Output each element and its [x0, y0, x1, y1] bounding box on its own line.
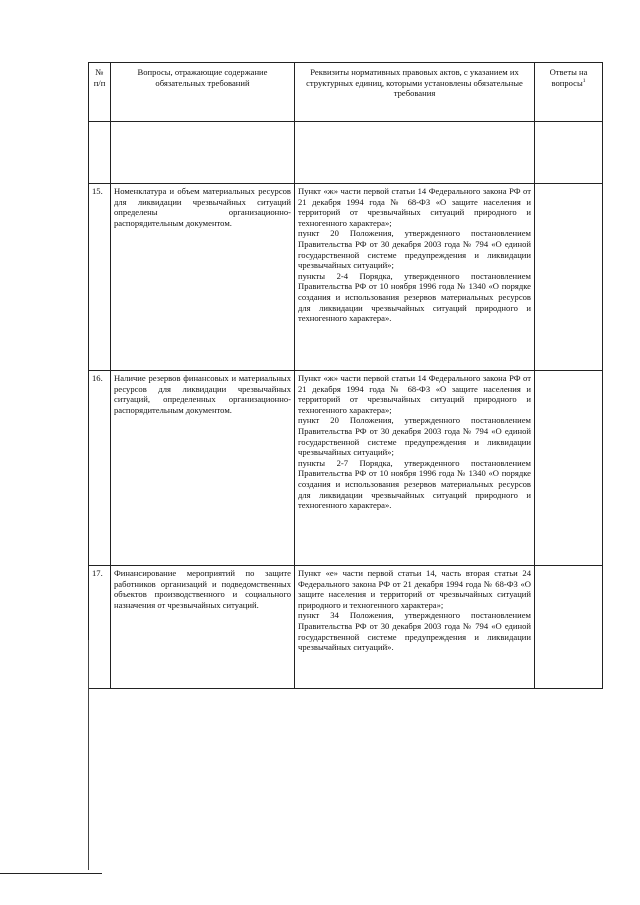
table-spacer-row [89, 122, 603, 184]
row-refs [295, 371, 535, 566]
header-refs: Реквизиты нормативных правовых актов, с указанием их структурных единиц, которыми установлены обязательные требования [295, 63, 535, 122]
header-answers [535, 63, 603, 122]
row-question: Номенклатура и объем материальных ресурсов для ликвидации чрезвычайных ситуаций определены организационно-распорядительным документом. [111, 184, 295, 371]
table-row [89, 371, 603, 566]
margin-line [88, 640, 89, 870]
table-row [89, 566, 603, 689]
ref-item: Пункт «е» части первой статьи 14, часть вторая статьи 24 Федерального закона РФ от 21 декабря 1994 года № 68-ФЗ «О защите населения и территорий от чрезвычайных ситуаций природного и техногенного характера»; [298, 568, 531, 610]
footnote-marker: 1 [582, 77, 586, 84]
ref-item: пункты 2-7 Порядка, утвержденного постановлением Правительства РФ от 10 ноября 1996 года № 1340 «О порядке создания и использования резервов материальных ресурсов для ликвидации чрезвычайных ситуаций природного и техногенного характера». [298, 457, 531, 511]
header-question: Вопросы, отражающие содержание обязательных требований [111, 63, 295, 122]
ref-item: пункт 20 Положения, утвержденного постановлением Правительства РФ от 30 декабря 2003 года № 794 «О единой государственной системе предупреждения и ликвидации чрезвычайных ситуаций»; [298, 228, 531, 271]
ref-item: Пункт «ж» части первой статьи 14 Федерального закона РФ от 21 декабря 1994 года № 68-ФЗ «О защите населения и территорий от чрезвычайных ситуаций природного и техногенного характера»; [298, 186, 531, 228]
row-question: Финансирование мероприятий по защите работников организаций и подведомственных объектов производственного и социального назначения от чрезвычайных ситуаций. [111, 566, 295, 689]
requirements-table [88, 62, 603, 689]
ref-item: пункт 34 Положения, утвержденного постановлением Правительства РФ от 30 декабря 2003 года № 794 «О единой государственной системе предупреждения и ликвидации чрезвычайных ситуаций». [298, 610, 531, 653]
row-answer-cell[interactable] [535, 371, 603, 566]
row-refs [295, 566, 535, 689]
row-number: 17. [89, 566, 111, 689]
row-refs [295, 184, 535, 371]
row-answer-cell[interactable] [535, 184, 603, 371]
ref-item: Пункт «ж» части первой статьи 14 Федерального закона РФ от 21 декабря 1994 года № 68-ФЗ «О защите населения и территорий от чрезвычайных ситуаций природного и техногенного характера»; [298, 373, 531, 415]
table-header-row [89, 63, 603, 122]
ref-item: пункт 20 Положения, утвержденного постановлением Правительства РФ от 30 декабря 2003 года № 794 «О единой государственной системе предупреждения и ликвидации чрезвычайных ситуаций»; [298, 415, 531, 458]
table-row [89, 184, 603, 371]
row-number: 16. [89, 371, 111, 566]
row-answer-cell[interactable] [535, 566, 603, 689]
row-number: 15. [89, 184, 111, 371]
footnote-separator [0, 873, 102, 874]
row-question: Наличие резервов финансовых и материальных ресурсов для ликвидации чрезвычайных ситуаций, определенных организационно-распорядительным документом. [111, 371, 295, 566]
ref-item: пункты 2-4 Порядка, утвержденного постановлением Правительства РФ от 10 ноября 1996 года № 1340 «О порядке создания и использования резервов материальных ресурсов для ликвидации чрезвычайных ситуаций природного и техногенного характера». [298, 270, 531, 324]
header-answers-label: Ответы на вопросы [549, 67, 588, 88]
header-num: № п/п [89, 63, 111, 122]
